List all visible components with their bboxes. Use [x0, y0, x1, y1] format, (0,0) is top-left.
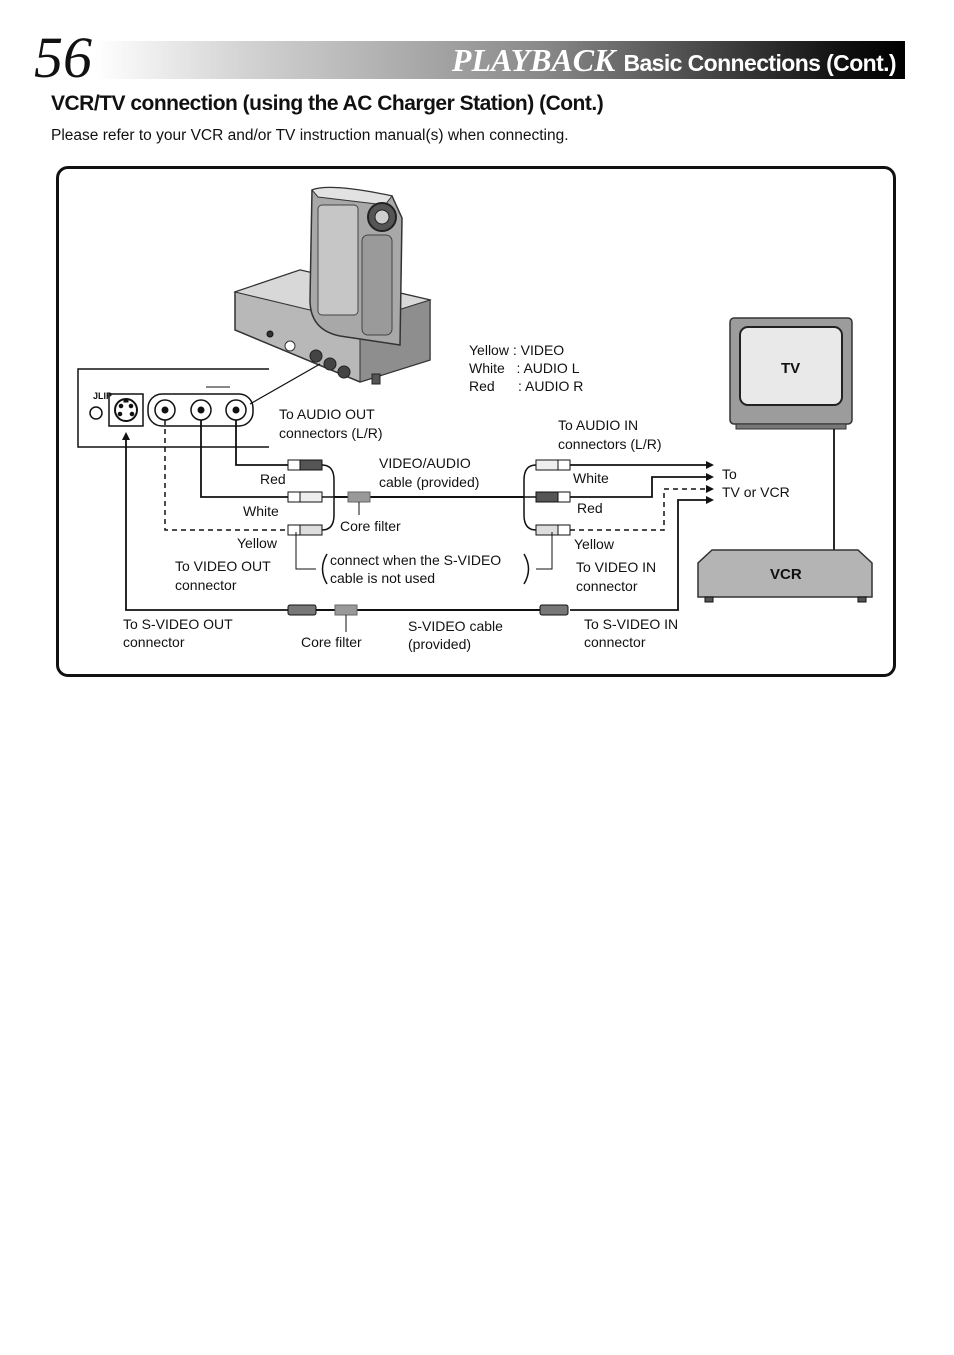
connector-panel [78, 369, 269, 447]
label-core-filter-1: Core filter [340, 518, 401, 534]
section-title: PLAYBACK [451, 42, 616, 78]
label-video-out: To VIDEO OUT [175, 558, 271, 574]
label-core-filter-2: Core filter [301, 634, 362, 650]
legend-red: Red : AUDIO R [469, 378, 584, 394]
right-plugs [536, 460, 570, 535]
label-left-red: Red [260, 471, 286, 487]
label-note-2: cable is not used [330, 570, 436, 586]
label-audio-in: To AUDIO IN [558, 417, 639, 433]
label-audio-out-2: connectors (L/R) [279, 425, 383, 441]
label-to-tv-vcr-2: TV or VCR [722, 484, 790, 500]
legend-yellow: Yellow : VIDEO [469, 342, 565, 358]
label-right-red: Red [577, 500, 603, 516]
tv-label: TV [781, 360, 801, 377]
connection-diagram [56, 166, 896, 677]
label-video-out-2: connector [175, 577, 237, 593]
page-number: 56 [34, 25, 92, 90]
label-right-white: White [573, 470, 609, 486]
label-av-cable: VIDEO/AUDIO [379, 455, 471, 471]
label-av-cable-2: cable (provided) [379, 474, 480, 490]
camcorder-illustration [235, 188, 430, 384]
label-video-in-2: connector [576, 578, 638, 594]
label-left-white: White [243, 503, 279, 519]
label-svideo-out: To S-VIDEO OUT [123, 616, 233, 632]
label-svideo-out-2: connector [123, 634, 185, 650]
section-subtitle: Basic Connections (Cont.) [623, 50, 896, 76]
label-svideo-in: To S-VIDEO IN [584, 616, 679, 632]
label-right-yellow: Yellow [574, 536, 614, 552]
label-audio-out: To AUDIO OUT [279, 406, 375, 422]
intro-text: Please refer to your VCR and/or TV instruction manual(s) when connecting. [51, 127, 569, 144]
label-svideo-in-2: connector [584, 634, 646, 650]
jlip-logo: JLIP [93, 391, 113, 401]
label-svideo-cable-2: (provided) [408, 636, 472, 652]
section-heading: VCR/TV connection (using the AC Charger Station) (Cont.) [51, 92, 604, 115]
label-left-yellow: Yellow [237, 535, 277, 551]
label-audio-in-2: connectors (L/R) [558, 436, 662, 452]
vcr-label: VCR [770, 566, 802, 583]
left-plugs [288, 460, 322, 535]
label-to-tv-vcr: To [722, 466, 737, 482]
label-video-in: To VIDEO IN [576, 559, 657, 575]
label-svideo-cable: S-VIDEO cable [408, 618, 503, 634]
legend-white: White : AUDIO L [469, 360, 580, 376]
header-title [452, 42, 896, 78]
diagram-drawing [59, 169, 899, 680]
label-note: connect when the S-VIDEO [330, 552, 502, 568]
